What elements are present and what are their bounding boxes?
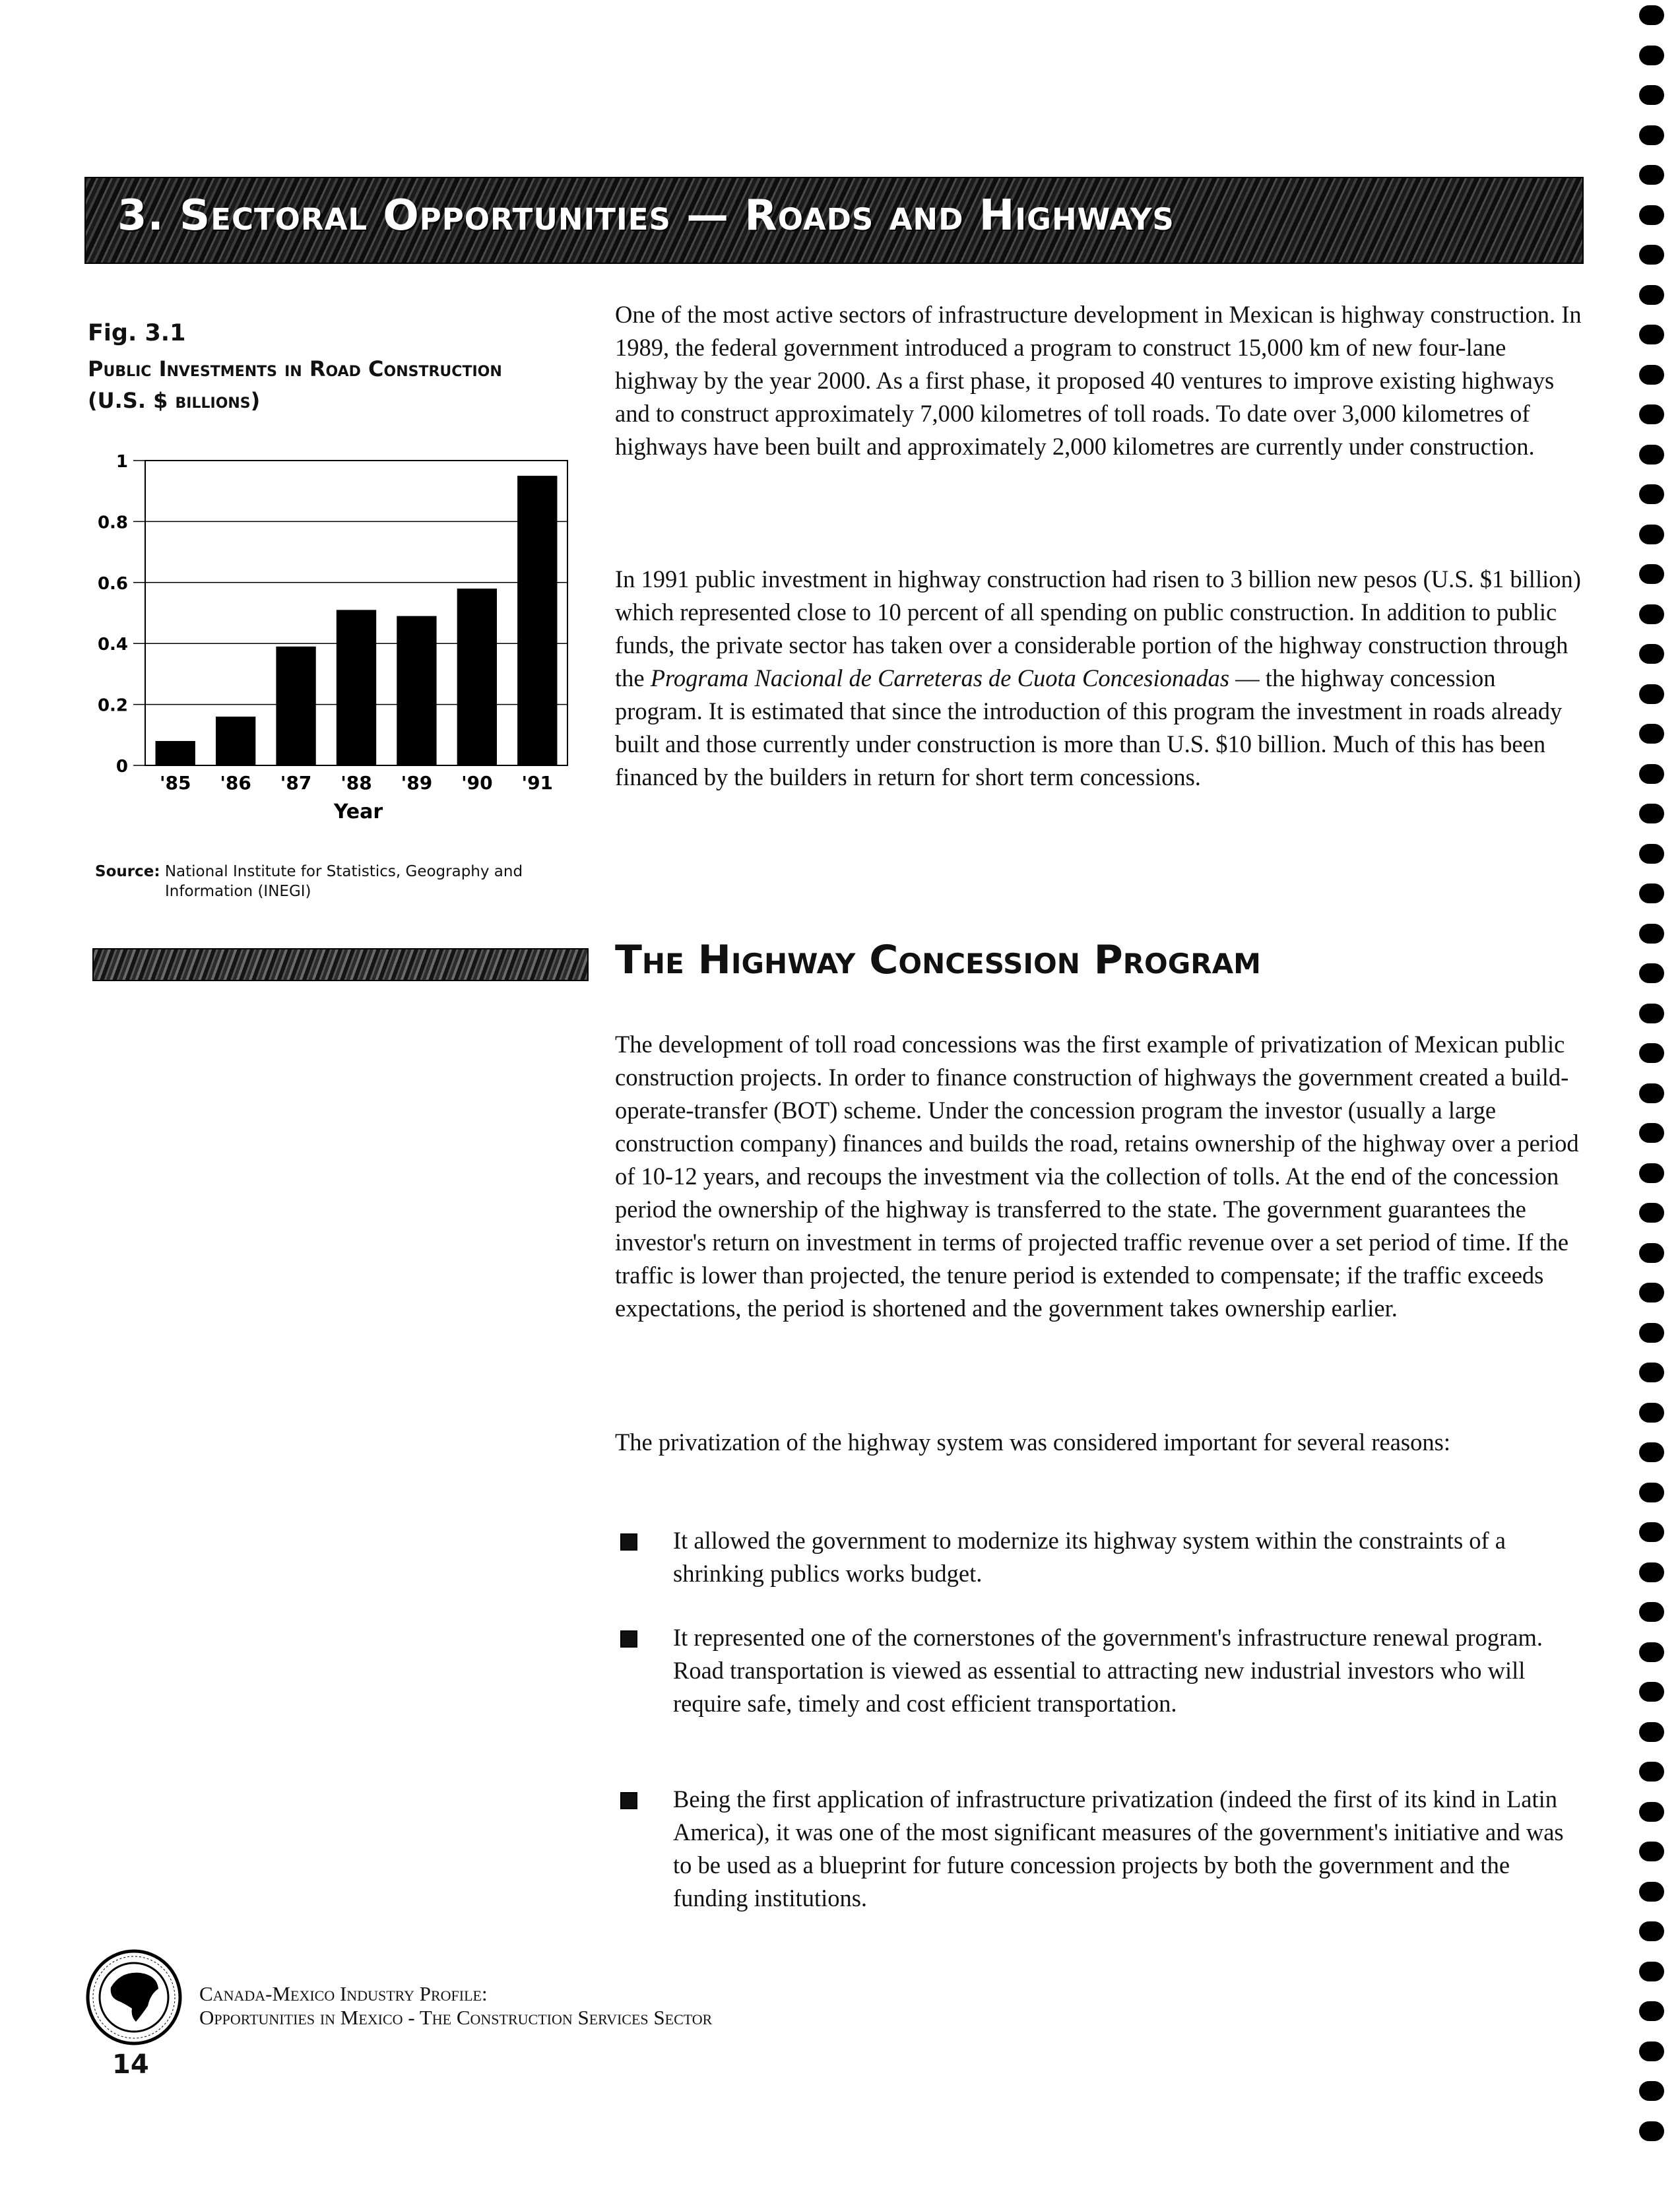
figure-source xyxy=(95,862,597,901)
binding-hole xyxy=(1639,604,1664,624)
binding-hole xyxy=(1639,285,1664,305)
list-item-text: It allowed the government to modernize its highway system within the constraints of a shrinking publics works budget. xyxy=(673,1527,1506,1587)
chart-y-ticks xyxy=(98,452,128,777)
chart-x-label: Year xyxy=(333,800,383,823)
binding-hole xyxy=(1639,2041,1664,2061)
x-tick-label: '85 xyxy=(159,772,191,794)
paragraph-investment-part1: In 1991 public investment in highway construction had risen to 3 billion new pesos (U.S. $1 billion) which represented close to 10 percent of all spending on public construction. In addition to public funds, the private sector has taken over a considerable portion of the highway construction through the xyxy=(615,565,1581,691)
binding-holes xyxy=(1639,0,1664,2186)
binding-hole xyxy=(1639,764,1664,784)
binding-hole xyxy=(1639,884,1664,903)
binding-hole xyxy=(1639,1283,1664,1302)
binding-hole xyxy=(1639,85,1664,105)
binding-hole xyxy=(1639,2121,1664,2141)
binding-hole xyxy=(1639,1762,1664,1782)
binding-hole xyxy=(1639,2001,1664,2021)
x-tick-label: '90 xyxy=(461,772,493,794)
chart-bar xyxy=(216,717,255,765)
y-tick-label: 0.2 xyxy=(97,695,128,716)
y-tick-label: 0.4 xyxy=(97,635,128,655)
list-item-text: It represented one of the cornerstones of the government's infrastructure renewal program. Road transportation is viewed as essential to attracting new industrial investors who will require safe, timely and cost efficient transportation. xyxy=(673,1624,1543,1717)
figure-title xyxy=(88,353,589,416)
source-text-line1: National Institute for Statistics, Geography and xyxy=(164,863,523,880)
binding-hole xyxy=(1639,365,1664,385)
binding-hole xyxy=(1639,1642,1664,1662)
paragraph-investment xyxy=(615,563,1585,794)
binding-hole xyxy=(1639,1083,1664,1103)
figure-title-line2: (U.S. $ billions) xyxy=(88,388,261,413)
binding-hole xyxy=(1639,1163,1664,1183)
y-tick-label: 0 xyxy=(115,757,128,777)
binding-hole xyxy=(1639,684,1664,704)
chart-bars xyxy=(156,476,558,765)
paragraph-concessions: The development of toll road concessions was the first example of privatization of Mexican public construction projects. In order to finance construction of highways the government created a build-operate-transfer (BOT) scheme. Under the concession program the investor (usually a large construction company) finances and builds the road, retains ownership of the highway over a period of 10-12 years, and recoups the investment via the collection of tolls. At the end of the concession period the ownership of the highway is transferred to the state. The government guarantees the investor's return on investment in terms of projected traffic revenue over a set period of time. If the traffic is lower than projected, the tenure period is extended to compensate; if the traffic exceeds expectations, the period is shortened and the government takes ownership earlier. xyxy=(615,1031,1579,1322)
binding-hole xyxy=(1639,125,1664,145)
canada-mexico-seal-logo xyxy=(84,1948,183,2047)
binding-hole xyxy=(1639,804,1664,823)
x-tick-label: '86 xyxy=(220,772,251,794)
x-tick-label: '89 xyxy=(401,772,433,794)
footer-title-line2: Opportunities in Mexico - The Construction Services Sector xyxy=(199,2006,713,2029)
binding-hole xyxy=(1639,165,1664,185)
binding-hole xyxy=(1639,1442,1664,1462)
figure-title-line1: Public Investments in Road Construction xyxy=(88,356,502,381)
binding-hole xyxy=(1639,1004,1664,1023)
footer-title-line1: Canada-Mexico Industry Profile: xyxy=(199,1982,488,2005)
decorative-bar xyxy=(92,948,589,981)
binding-hole xyxy=(1639,1602,1664,1622)
binding-hole xyxy=(1639,1921,1664,1941)
binding-hole xyxy=(1639,205,1664,225)
source-text-line2: Information (INEGI) xyxy=(165,883,311,900)
binding-hole xyxy=(1639,1962,1664,1981)
page-number: 14 xyxy=(112,2049,149,2080)
binding-hole xyxy=(1639,404,1664,424)
binding-hole xyxy=(1639,5,1664,25)
binding-hole xyxy=(1639,724,1664,744)
binding-hole xyxy=(1639,644,1664,664)
chart-bar xyxy=(517,476,557,765)
square-bullet-icon xyxy=(620,1533,637,1551)
binding-hole xyxy=(1639,525,1664,544)
binding-hole xyxy=(1639,325,1664,344)
binding-hole xyxy=(1639,1562,1664,1582)
bar-chart xyxy=(71,449,593,838)
chart-bar xyxy=(276,647,315,765)
binding-hole xyxy=(1639,1682,1664,1702)
binding-hole xyxy=(1639,2081,1664,2101)
program-name: Programa Nacional de Carreteras de Cuota Concesionadas xyxy=(650,664,1230,691)
binding-hole xyxy=(1639,1363,1664,1382)
binding-hole xyxy=(1639,484,1664,504)
paragraph-intro: One of the most active sectors of infrastructure development in Mexican is highway construction. In 1989, the federal government introduced a program to construct 15,000 km of new four-lane highway by the year 2000. As a first phase, it proposed 40 ventures to improve existing highways and to construct approximately 7,000 kilometres of toll roads. To date over 3,000 kilometres of highways have been built and approximately 2,000 kilometres are currently under construction. xyxy=(615,301,1582,460)
x-tick-label: '87 xyxy=(280,772,312,794)
binding-hole xyxy=(1639,1842,1664,1861)
square-bullet-icon xyxy=(620,1792,637,1809)
chart-bar xyxy=(397,616,436,765)
chart-x-ticks xyxy=(160,772,553,794)
binding-hole xyxy=(1639,1483,1664,1502)
section-heading: The Highway Concession Program xyxy=(615,937,1261,983)
chart-bar xyxy=(156,741,195,765)
section-title: 3. Sectoral Opportunities — Roads and Highways xyxy=(117,191,1175,240)
binding-hole xyxy=(1639,844,1664,864)
y-tick-label: 1 xyxy=(115,452,128,472)
binding-hole xyxy=(1639,1403,1664,1423)
figure-number: Fig. 3.1 xyxy=(88,320,186,346)
binding-hole xyxy=(1639,245,1664,265)
binding-hole xyxy=(1639,46,1664,65)
binding-hole xyxy=(1639,1802,1664,1822)
y-tick-label: 0.6 xyxy=(97,573,128,594)
chart-bar xyxy=(457,589,497,765)
binding-hole xyxy=(1639,1323,1664,1343)
binding-hole xyxy=(1639,1243,1664,1263)
binding-hole xyxy=(1639,564,1664,584)
binding-hole xyxy=(1639,1882,1664,1902)
section-banner xyxy=(84,177,1584,264)
y-tick-label: 0.8 xyxy=(97,513,128,533)
x-tick-label: '88 xyxy=(340,772,372,794)
binding-hole xyxy=(1639,445,1664,465)
binding-hole xyxy=(1639,1722,1664,1742)
binding-hole xyxy=(1639,1203,1664,1223)
binding-hole xyxy=(1639,1043,1664,1063)
source-label: Source: xyxy=(95,863,160,880)
binding-hole xyxy=(1639,1123,1664,1143)
paragraph-reasons: The privatization of the highway system was considered important for several reasons: xyxy=(615,1429,1450,1456)
binding-hole xyxy=(1639,1522,1664,1542)
x-tick-label: '91 xyxy=(521,772,554,794)
list-item-text: Being the first application of infrastructure privatization (indeed the first of its kind in Latin America), it was one of the most significant measures of the government's initiative and was to be used as a blueprint for future concession projects by both the government and the funding institutions. xyxy=(673,1785,1564,1912)
square-bullet-icon xyxy=(620,1630,637,1648)
binding-hole xyxy=(1639,963,1664,983)
binding-hole xyxy=(1639,924,1664,944)
paragraph-investment-part2: — the highway concession program. It is estimated that since the introduction of this program the investment in roads already built and those currently under construction is more than U.S. $10 billion. Much of this has been financed by the builders in return for short term concessions. xyxy=(615,664,1563,790)
chart-bar xyxy=(337,610,376,765)
